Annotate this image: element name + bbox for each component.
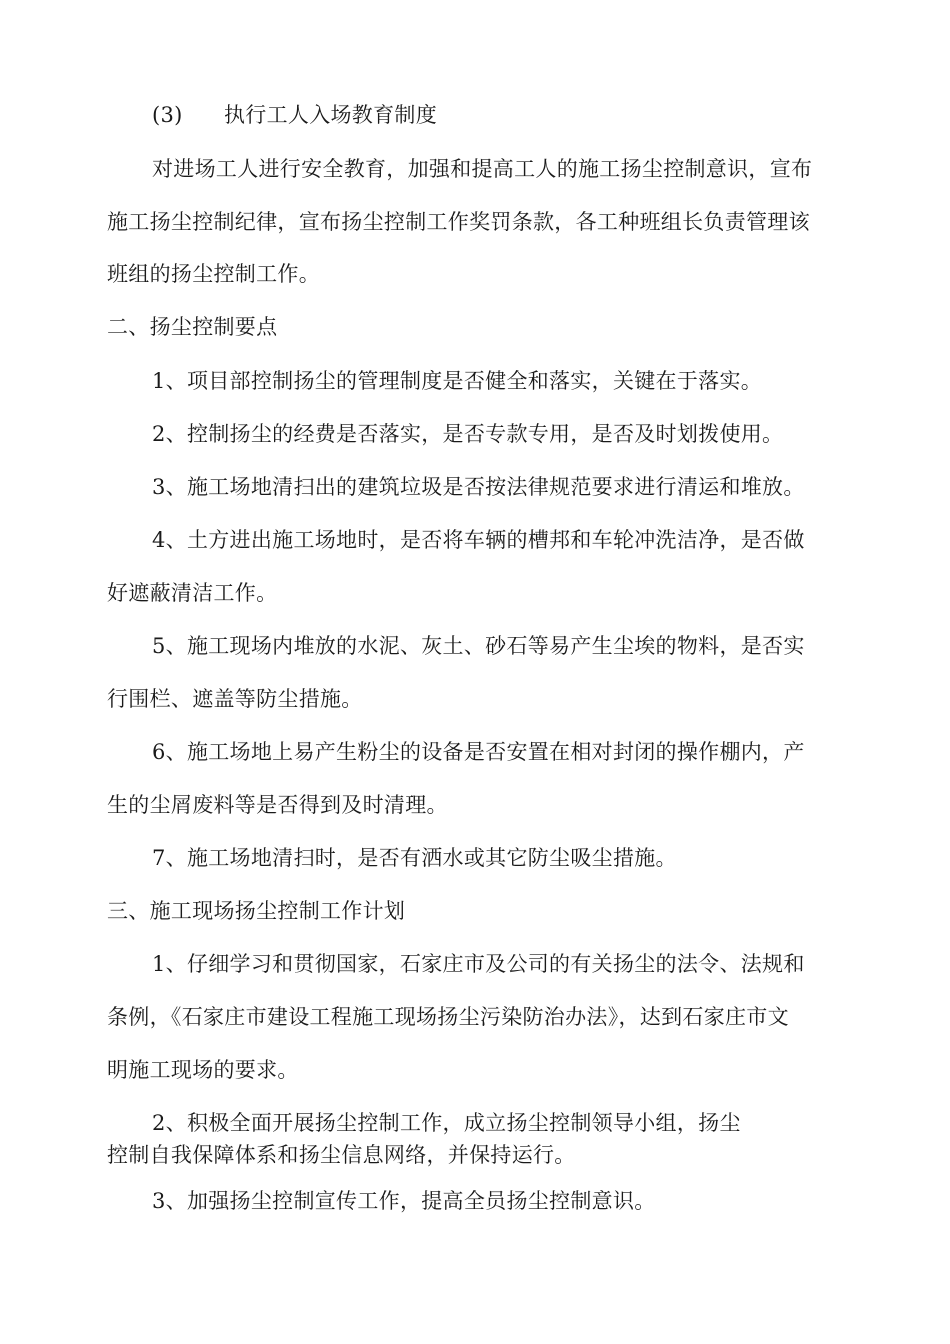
list-item: 4、土方进出施工场地时，是否将车辆的槽邦和车轮冲洗洁净，是否做 bbox=[152, 528, 805, 552]
list-item-continuation: 明施工现场的要求。 bbox=[107, 1058, 299, 1082]
list-item-continuation: 条例，《石家庄市建设工程施工现场扬尘污染防治办法》，达到石家庄市文 bbox=[107, 1005, 789, 1029]
subsection-number: (3) bbox=[152, 103, 183, 127]
subsection-heading bbox=[152, 101, 912, 129]
section-heading: 三、施工现场扬尘控制工作计划 bbox=[107, 899, 406, 923]
list-item: 1、仔细学习和贯彻国家，石家庄市及公司的有关扬尘的法令、法规和 bbox=[152, 952, 805, 976]
list-item-continuation: 行围栏、遮盖等防尘措施。 bbox=[107, 687, 363, 711]
list-item: 3、施工场地清扫出的建筑垃圾是否按法律规范要求进行清运和堆放。 bbox=[152, 475, 805, 499]
list-item: 2、积极全面开展扬尘控制工作，成立扬尘控制领导小组，扬尘 bbox=[152, 1111, 741, 1135]
list-item: 6、施工场地上易产生粉尘的设备是否安置在相对封闭的操作棚内，产 bbox=[152, 740, 805, 764]
paragraph-line: 对进场工人进行安全教育，加强和提高工人的施工扬尘控制意识，宣布 bbox=[152, 157, 813, 181]
paragraph-line: 班组的扬尘控制工作。 bbox=[107, 262, 320, 286]
section-heading: 二、扬尘控制要点 bbox=[107, 315, 278, 339]
list-item: 1、项目部控制扬尘的管理制度是否健全和落实，关键在于落实。 bbox=[152, 369, 763, 393]
list-item: 3、加强扬尘控制宣传工作，提高全员扬尘控制意识。 bbox=[152, 1189, 656, 1213]
list-item: 7、施工场地清扫时，是否有洒水或其它防尘吸尘措施。 bbox=[152, 846, 677, 870]
list-item-continuation: 好遮蔽清洁工作。 bbox=[107, 581, 278, 605]
paragraph-line: 施工扬尘控制纪律，宣布扬尘控制工作奖罚条款，各工种班组长负责管理该 bbox=[107, 210, 810, 234]
list-item-continuation: 控制自我保障体系和扬尘信息网络，并保持运行。 bbox=[107, 1143, 576, 1167]
subsection-title: 执行工人入场教育制度 bbox=[224, 103, 437, 127]
list-item: 5、施工现场内堆放的水泥、灰土、砂石等易产生尘埃的物料，是否实 bbox=[152, 634, 805, 658]
list-item-continuation: 生的尘屑废料等是否得到及时清理。 bbox=[107, 793, 448, 817]
list-item: 2、控制扬尘的经费是否落实，是否专款专用，是否及时划拨使用。 bbox=[152, 422, 784, 446]
